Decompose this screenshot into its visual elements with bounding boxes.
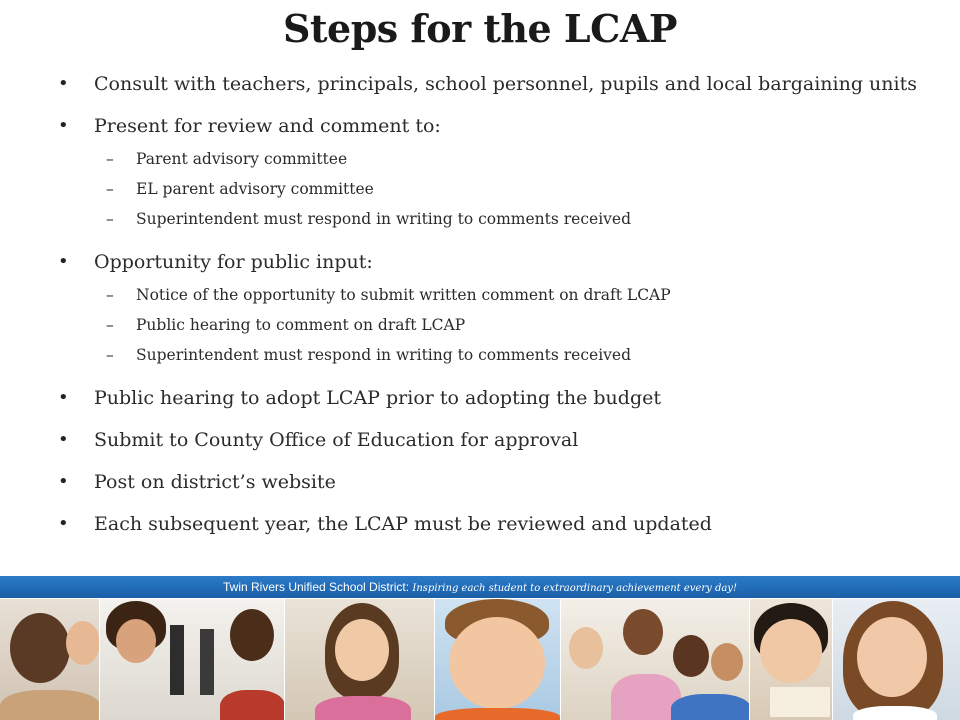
photo-strip bbox=[0, 599, 960, 720]
dash-icon: – bbox=[106, 316, 114, 334]
shirt-shape bbox=[0, 690, 100, 720]
dash-icon: – bbox=[106, 346, 114, 364]
shirt-shape bbox=[853, 706, 937, 720]
face-shape bbox=[10, 613, 70, 683]
face-shape bbox=[449, 617, 545, 709]
photo-boy-closeup bbox=[435, 599, 560, 720]
list-item-text: Public hearing to adopt LCAP prior to adopting the budget bbox=[94, 387, 662, 409]
list-item bbox=[58, 384, 918, 412]
slide-title: Steps for the LCAP bbox=[283, 6, 677, 51]
list-item-text: Consult with teachers, principals, school personnel, pupils and local bargaining units bbox=[94, 73, 917, 95]
shirt-shape bbox=[671, 694, 751, 720]
sub-item bbox=[94, 310, 918, 340]
microscope-shape bbox=[200, 629, 214, 695]
shirt-shape bbox=[315, 696, 411, 720]
sub-item bbox=[94, 144, 918, 174]
list-item-text: Opportunity for public input: bbox=[94, 251, 373, 273]
sub-item bbox=[94, 204, 918, 234]
sub-item-text: EL parent advisory committee bbox=[136, 180, 374, 198]
sub-item bbox=[94, 340, 918, 370]
photo-teen-girl bbox=[833, 599, 960, 720]
list-item bbox=[58, 112, 918, 140]
sub-item-text: Public hearing to comment on draft LCAP bbox=[136, 316, 466, 334]
list-item-text: Post on district’s website bbox=[94, 471, 336, 493]
photo-girl-smiling bbox=[285, 599, 435, 720]
face-shape bbox=[335, 619, 389, 681]
photo-girl-reading bbox=[750, 599, 832, 720]
face-shape bbox=[711, 643, 743, 681]
sub-item bbox=[94, 280, 918, 310]
bullet-icon: • bbox=[58, 387, 69, 408]
photo-boys-smiling bbox=[0, 599, 100, 720]
list-item-text: Submit to County Office of Education for approval bbox=[94, 429, 579, 451]
bullet-icon: • bbox=[58, 73, 69, 94]
sub-item-text: Parent advisory committee bbox=[136, 150, 348, 168]
photo-students-microscopes bbox=[100, 599, 285, 720]
bullet-icon: • bbox=[58, 513, 69, 534]
dash-icon: – bbox=[106, 286, 114, 304]
microscope-shape bbox=[170, 625, 184, 695]
sub-item-text: Superintendent must respond in writing to comments received bbox=[136, 210, 632, 228]
footer-banner bbox=[0, 576, 960, 598]
dash-icon: – bbox=[106, 210, 114, 228]
sub-list bbox=[94, 280, 918, 370]
list-item bbox=[58, 70, 918, 98]
shirt-shape bbox=[435, 708, 560, 720]
sub-item-text: Superintendent must respond in writing to comments received bbox=[136, 346, 632, 364]
face-shape bbox=[116, 619, 156, 663]
bullet-icon: • bbox=[58, 429, 69, 450]
book-shape bbox=[770, 687, 830, 717]
footer-tagline: Inspiring each student to extraordinary achievement every day! bbox=[412, 583, 737, 594]
list-item bbox=[58, 510, 918, 538]
photo-teacher-with-students bbox=[561, 599, 751, 720]
face-shape bbox=[760, 619, 822, 683]
sub-list bbox=[94, 144, 918, 234]
list-item bbox=[58, 426, 918, 454]
bullet-list bbox=[58, 70, 918, 552]
face-shape bbox=[66, 621, 100, 665]
bullet-icon: • bbox=[58, 471, 69, 492]
sub-item-text: Notice of the opportunity to submit written comment on draft LCAP bbox=[136, 286, 671, 304]
face-shape bbox=[623, 609, 663, 655]
shirt-shape bbox=[220, 690, 285, 720]
list-item bbox=[58, 468, 918, 496]
sub-item bbox=[94, 174, 918, 204]
bullet-icon: • bbox=[58, 251, 69, 272]
bullet-icon: • bbox=[58, 115, 69, 136]
face-shape bbox=[569, 627, 603, 669]
list-item-text: Each subsequent year, the LCAP must be reviewed and updated bbox=[94, 513, 712, 535]
face-shape bbox=[230, 609, 274, 661]
list-item-text: Present for review and comment to: bbox=[94, 115, 441, 137]
dash-icon: – bbox=[106, 150, 114, 168]
face-shape bbox=[673, 635, 709, 677]
dash-icon: – bbox=[106, 180, 114, 198]
list-item bbox=[58, 248, 918, 276]
face-shape bbox=[857, 617, 927, 697]
footer-district: Twin Rivers Unified School District: bbox=[223, 580, 410, 594]
